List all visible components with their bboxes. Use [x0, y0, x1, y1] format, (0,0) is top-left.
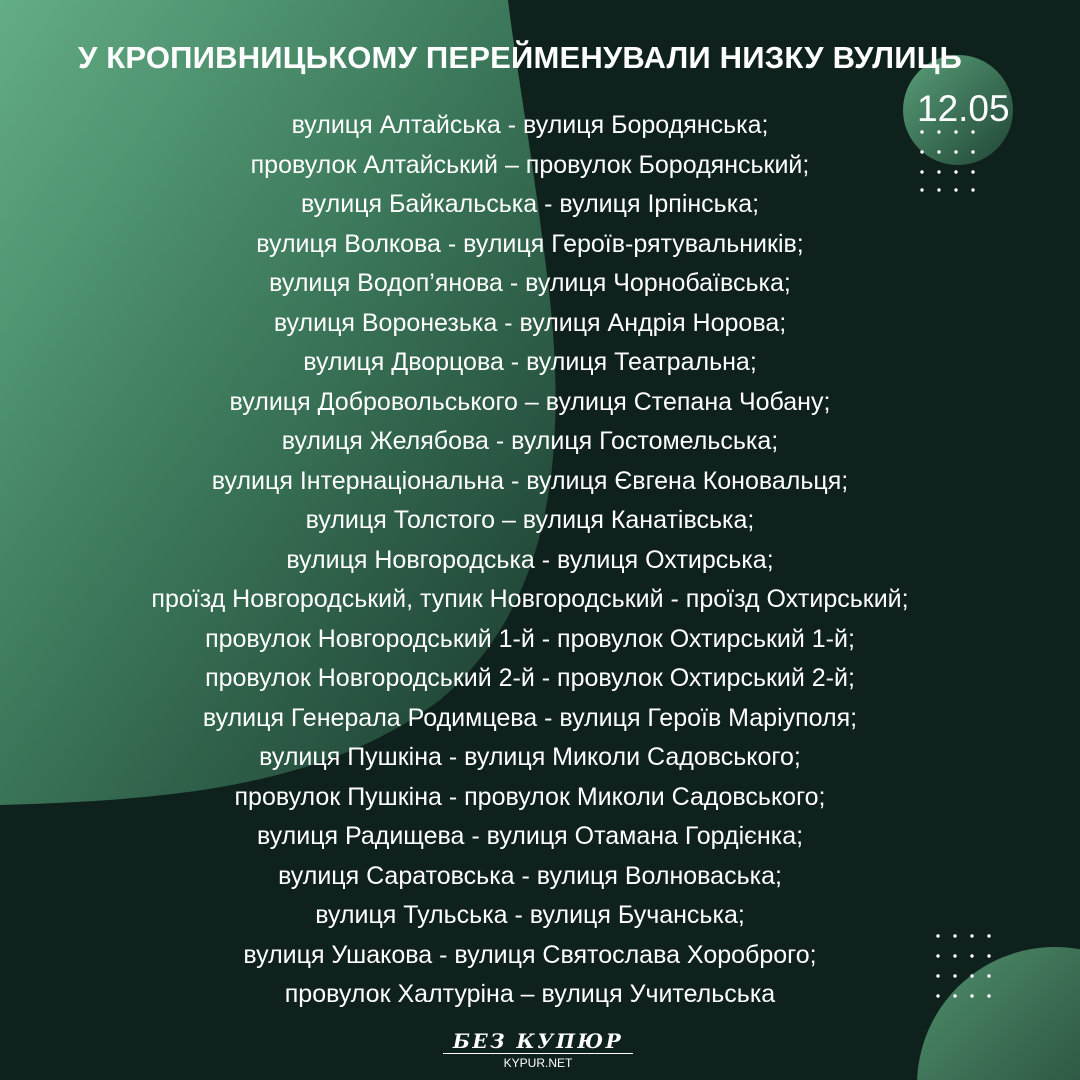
list-item: вулиця Воронезька - вулиця Андрія Норова; [273, 308, 787, 337]
brand-logo: БЕЗ КУПЮР [452, 1029, 624, 1053]
list-item: вулиця Водоп’янова - вулиця Чорнобаївська; [269, 269, 791, 297]
street-rename-list [0, 106, 1060, 1015]
list-item: вулиця Толстого – вулиця Канатівська; [305, 506, 755, 534]
page-title: У КРОПИВНИЦЬКОМУ ПЕРЕЙМЕНУВАЛИ НИЗКУ ВУЛИЦЬ [77, 40, 963, 75]
list-item: провулок Алтайський – провулок Бородянський; [250, 150, 810, 179]
list-item: вулиця Байкальська - вулиця Ірпінська; [300, 190, 760, 218]
list-item: провулок Новгородський 1-й - провулок Охтирський 1-й; [205, 624, 855, 653]
brand-divider [443, 1053, 633, 1054]
list-item: провулок Халтуріна – вулиця Учительська [284, 980, 776, 1008]
list-item: вулиця Алтайська - вулиця Бородянська; [291, 111, 769, 139]
brand-footer [438, 1030, 638, 1070]
list-item: вулиця Волкова - вулиця Героїв-рятувальників; [256, 229, 804, 258]
list-item: вулиця Генерала Родимцева - вулиця Героїв Маріуполя; [202, 703, 858, 732]
list-item: вулиця Пушкіна - вулиця Миколи Садовського; [259, 743, 801, 771]
list-item: вулиця Саратовська - вулиця Волноваська; [278, 861, 782, 890]
list-item: вулиця Тульська - вулиця Бучанська; [315, 901, 745, 929]
list-item: провулок Пушкіна - провулок Миколи Садовського; [234, 782, 826, 811]
list-item: вулиця Радищева - вулиця Отамана Гордієнка; [256, 822, 804, 850]
list-item: вулиця Дворцова - вулиця Театральна; [303, 348, 757, 376]
list-item: вулиця Желябова - вулиця Гостомельська; [281, 427, 779, 455]
list-item: проїзд Новгородський, тупик Новгородський - проїзд Охтирський; [151, 585, 909, 613]
list-item: вулиця Ушакова - вулиця Святослава Хороброго; [243, 940, 817, 969]
list-item: провулок Новгородський 2-й - провулок Охтирський 2-й; [205, 664, 855, 692]
list-item: вулиця Добровольського – вулиця Степана Чобану; [229, 387, 831, 416]
date-label: 12.05 [917, 88, 1010, 129]
list-item: вулиця Новгородська - вулиця Охтирська; [286, 545, 774, 574]
list-item: вулиця Інтернаціональна - вулиця Євгена Коновальця; [211, 466, 849, 495]
brand-url: KYPUR.NET [503, 1056, 573, 1070]
